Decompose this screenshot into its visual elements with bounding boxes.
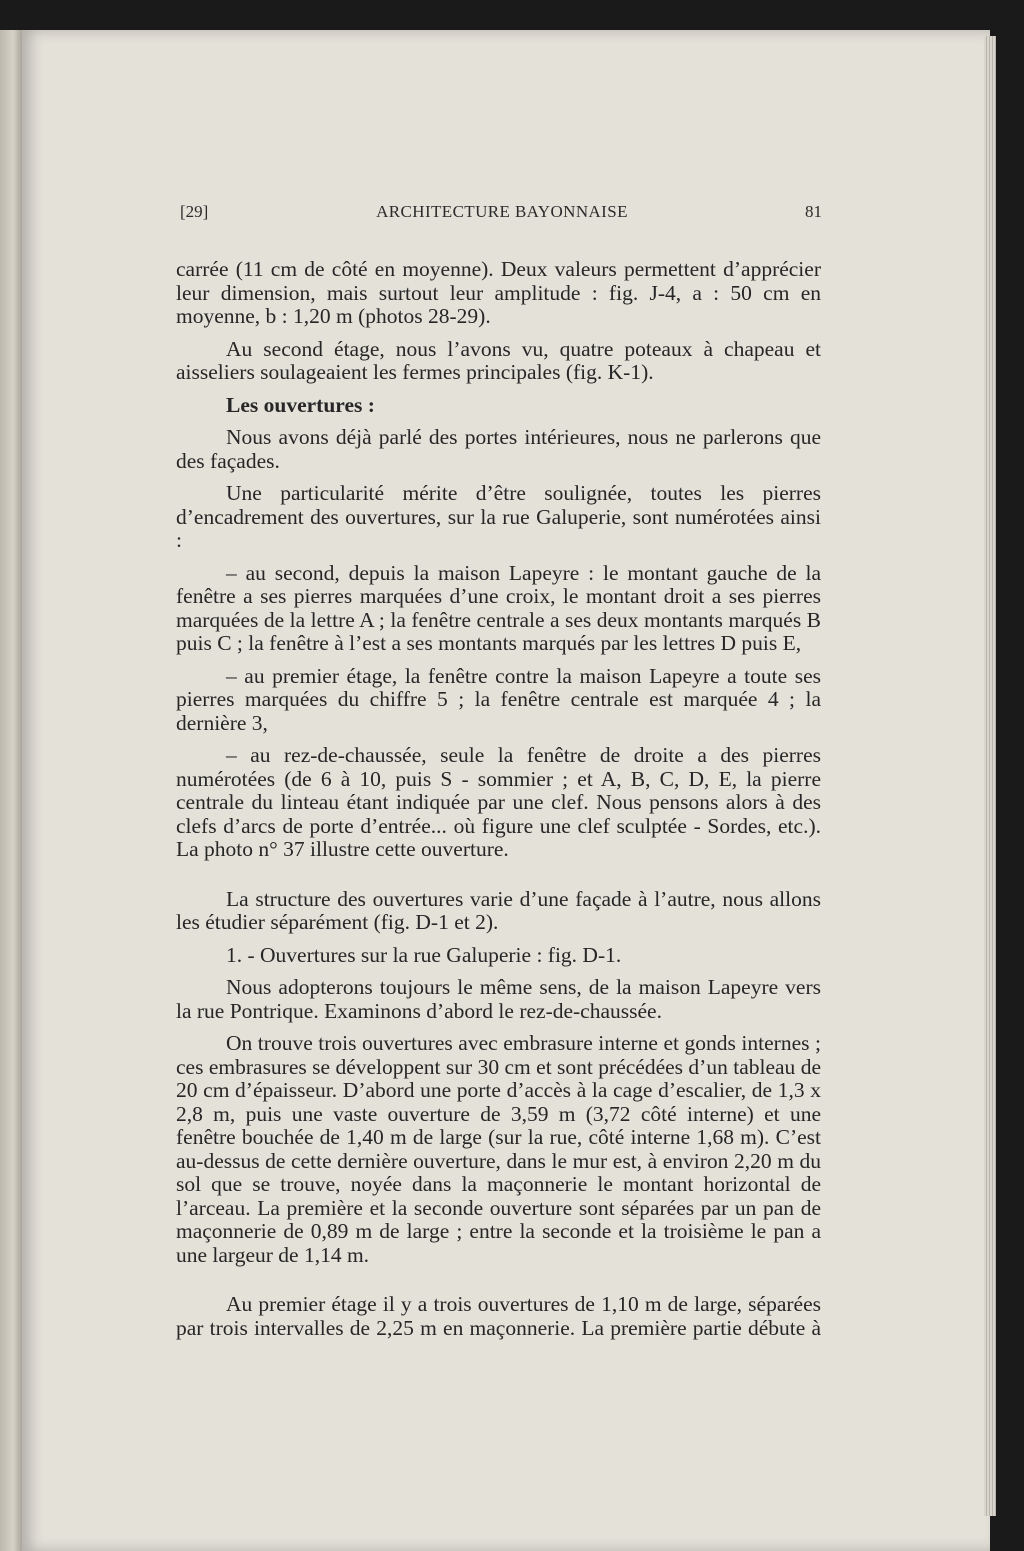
page-stack-edge (984, 36, 996, 1516)
page-number: 81 (805, 202, 822, 221)
paragraph: Au premier étage il y a trois ouvertures de 1,10 m de large, séparées par trois intervalles de 2,25 m en maçonnerie. La première partie débute à (176, 1292, 821, 1340)
section-heading: Les ouvertures : (226, 392, 375, 417)
paragraph: – au premier étage, la fenêtre contre la maison Lapeyre a toute ses pierres marquées du chiffre 5 ; la fenêtre centrale est marquée 4 ; la dernière 3, (176, 663, 821, 735)
running-title: ARCHITECTURE BAYONNAISE (376, 202, 628, 221)
running-header (180, 202, 824, 226)
paragraph: Au second étage, nous l’avons vu, quatre poteaux à chapeau et aisseliers soulageaient les fermes principales (fig. K-1). (176, 336, 821, 384)
paragraph: 1. - Ouvertures sur la rue Galuperie : fig. D-1. (226, 942, 622, 967)
paragraph: – au rez-de-chaussée, seule la fenêtre de droite a des pierres numérotées (de 6 à 10, puis S - sommier ; et A, B, C, D, E, la pierre centrale du linteau étant indiquée par une clef. Nous pensons alors à des clefs d’arcs de porte d’entrée... où figure une clef sculptée - Sordes, etc.). La photo n° 37 illustre cette ouverture. (176, 743, 821, 861)
paragraph: La structure des ouvertures varie d’une façade à l’autre, nous allons les étudier séparément (fig. D-1 et 2). (176, 886, 821, 934)
facing-page-edge (0, 30, 22, 1551)
paragraph: – au second, depuis la maison Lapeyre : le montant gauche de la fenêtre a ses pierres marquées d’une croix, le montant droit a ses pierres marquées de la lettre A ; la fenêtre centrale a ses deux montants marqués B puis C ; la fenêtre à l’est a ses montants marqués par les lettres D puis E, (176, 560, 821, 655)
paragraph: Nous avons déjà parlé des portes intérieures, nous ne parlerons que des façades. (176, 425, 821, 473)
section-number: [29] (180, 202, 209, 221)
body-text (176, 258, 821, 1349)
paragraph: On trouve trois ouvertures avec embrasure interne et gonds internes ; ces embrasures se développent sur 30 cm et sont précédées d’un tableau de 20 cm d’épaisseur. D’abord une porte d’accès à la cage d’escalier, de 1,3 x 2,8 m, puis une vaste ouverture de 3,59 m (3,72 côté interne) et une fenêtre bouchée de 1,40 m de large (sur la rue, côté interne 1,68 m). C’est au-dessus de cette dernière ouverture, dans le mur est, à environ 2,20 m du sol que se trouve, noyée dans la maçonnerie le montant horizontal de l’arceau. La première et la seconde ouverture sont séparées par un pan de maçonnerie de 0,89 m de large ; entre la seconde et la troisième le pan a une largeur de 1,14 m. (176, 1031, 821, 1267)
paragraph: carrée (11 cm de côté en moyenne). Deux valeurs permettent d’apprécier leur dimension, mais surtout leur amplitude : fig. J-4, a : 50 cm en moyenne, b : 1,20 m (photos 28-29). (176, 257, 821, 328)
paragraph: Une particularité mérite d’être soulignée, toutes les pierres d’encadrement des ouvertures, sur la rue Galuperie, sont numérotées ainsi : (176, 481, 821, 552)
paragraph: Nous adopterons toujours le même sens, de la maison Lapeyre vers la rue Pontrique. Examinons d’abord le rez-de-chaussée. (176, 975, 821, 1023)
